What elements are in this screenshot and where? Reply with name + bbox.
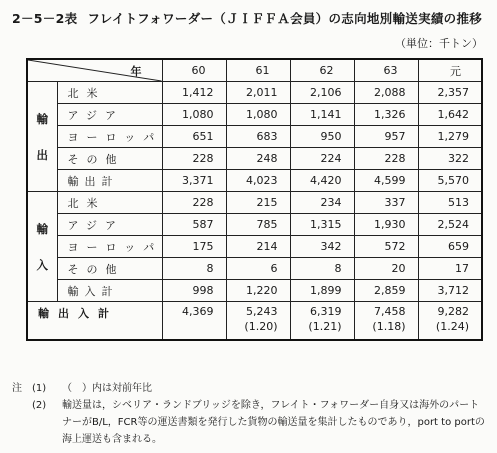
year-header: 62 (290, 59, 354, 82)
value-cell: 4,023 (226, 170, 290, 192)
value-cell: 2,088 (354, 82, 418, 104)
value-cell: 6 (226, 258, 290, 280)
data-table (26, 58, 483, 341)
value-cell: 234 (290, 192, 354, 214)
year-on-year-ratio: (1.24) (435, 320, 469, 333)
value-cell: 1,279 (418, 126, 482, 148)
year-header: 63 (354, 59, 418, 82)
year-on-year-ratio: (1.21) (308, 320, 342, 333)
value-cell: 513 (418, 192, 482, 214)
value-cell: 4,599 (354, 170, 418, 192)
note-text: 輸送量は，シベリア・ランドブリッジを除き，フレイト・フォワーダー自身又は海外のパートナーがB/L，FCR等の運送書類を発行した貨物の輸送量を集計したものであり，port to portの海上運送も含まれる。 (62, 400, 485, 445)
row-label: 北米 (57, 82, 162, 104)
value-cell: 342 (290, 236, 354, 258)
value-cell: 1,220 (226, 280, 290, 302)
unit-label: （単位：千トン） (395, 37, 483, 50)
table-row (27, 148, 482, 170)
value-cell: 1,315 (290, 214, 354, 236)
value-cell: 175 (162, 236, 226, 258)
value-cell: 1,642 (418, 104, 482, 126)
value-cell: 4,420 (290, 170, 354, 192)
year-header: 61 (226, 59, 290, 82)
grand-total-value: 7,458 (374, 305, 406, 318)
value-cell: 17 (418, 258, 482, 280)
value-cell: 2,859 (354, 280, 418, 302)
group-label-char: 輸 (36, 221, 48, 236)
grand-total-cell (418, 302, 482, 341)
value-cell: 248 (226, 148, 290, 170)
table-caption: フレイトフォワーダー（ＪＩＦＦＡ会員）の志向地別輸送実績の推移 (87, 11, 483, 26)
value-cell: 572 (354, 236, 418, 258)
grand-total-cell (162, 302, 226, 341)
row-label: ヨーロッパ (57, 126, 162, 148)
year-header: 元 (418, 59, 482, 82)
value-cell: 1,412 (162, 82, 226, 104)
row-label: その他 (57, 148, 162, 170)
table-row (27, 104, 482, 126)
row-label: 輸入計 (57, 280, 162, 302)
value-cell: 2,357 (418, 82, 482, 104)
notes (12, 380, 487, 448)
value-cell: 3,712 (418, 280, 482, 302)
value-cell: 1,930 (354, 214, 418, 236)
group-label-char: 入 (36, 257, 48, 272)
header-row (27, 59, 482, 82)
note-item (12, 397, 487, 448)
grand-total-label: 輸出入計 (27, 302, 162, 341)
value-cell: 228 (162, 148, 226, 170)
value-cell: 3,371 (162, 170, 226, 192)
value-cell: 1,899 (290, 280, 354, 302)
value-cell: 2,106 (290, 82, 354, 104)
grand-total-value: 4,369 (182, 305, 214, 318)
value-cell: 337 (354, 192, 418, 214)
value-cell: 1,080 (226, 104, 290, 126)
table-row (27, 192, 482, 214)
note-number: (1) (32, 383, 47, 394)
value-cell: 998 (162, 280, 226, 302)
table-row (27, 126, 482, 148)
note-number: (2) (32, 400, 47, 411)
grand-total-value: 9,282 (437, 305, 469, 318)
corner-cell (27, 59, 162, 82)
group-label (27, 82, 57, 192)
value-cell: 1,326 (354, 104, 418, 126)
value-cell: 957 (354, 126, 418, 148)
row-label: アジア (57, 104, 162, 126)
value-cell: 8 (290, 258, 354, 280)
value-cell: 5,570 (418, 170, 482, 192)
value-cell: 228 (354, 148, 418, 170)
value-cell: 215 (226, 192, 290, 214)
group-label-char: 出 (36, 147, 48, 162)
table-row (27, 170, 482, 192)
value-cell: 1,080 (162, 104, 226, 126)
value-cell: 651 (162, 126, 226, 148)
value-cell: 228 (162, 192, 226, 214)
note-item (12, 380, 487, 397)
value-cell: 587 (162, 214, 226, 236)
row-label: 北米 (57, 192, 162, 214)
table-row (27, 82, 482, 104)
grand-total-value: 6,319 (310, 305, 342, 318)
group-label (27, 192, 57, 302)
row-label: アジア (57, 214, 162, 236)
group-label-char: 輸 (36, 111, 48, 126)
row-label: その他 (57, 258, 162, 280)
value-cell: 683 (226, 126, 290, 148)
note-text: （ ）内は対前年比 (62, 383, 152, 394)
corner-year-label: 年 (130, 65, 142, 78)
table-title (12, 9, 482, 27)
value-cell: 20 (354, 258, 418, 280)
grand-total-row (27, 302, 482, 341)
row-label: 輸出計 (57, 170, 162, 192)
grand-total-value: 5,243 (246, 305, 278, 318)
value-cell: 2,011 (226, 82, 290, 104)
value-cell: 8 (162, 258, 226, 280)
year-on-year-ratio: (1.18) (372, 320, 406, 333)
value-cell: 950 (290, 126, 354, 148)
value-cell: 1,141 (290, 104, 354, 126)
table-row (27, 214, 482, 236)
table-number: 2－5－2表 (12, 11, 78, 26)
value-cell: 224 (290, 148, 354, 170)
notes-heading: 注 (12, 383, 22, 394)
grand-total-cell (226, 302, 290, 341)
value-cell: 785 (226, 214, 290, 236)
grand-total-cell (290, 302, 354, 341)
value-cell: 659 (418, 236, 482, 258)
value-cell: 2,524 (418, 214, 482, 236)
row-label: ヨーロッパ (57, 236, 162, 258)
table-row (27, 258, 482, 280)
year-header: 60 (162, 59, 226, 82)
year-on-year-ratio: (1.20) (244, 320, 278, 333)
grand-total-cell (354, 302, 418, 341)
table-row (27, 236, 482, 258)
value-cell: 322 (418, 148, 482, 170)
value-cell: 214 (226, 236, 290, 258)
table-row (27, 280, 482, 302)
